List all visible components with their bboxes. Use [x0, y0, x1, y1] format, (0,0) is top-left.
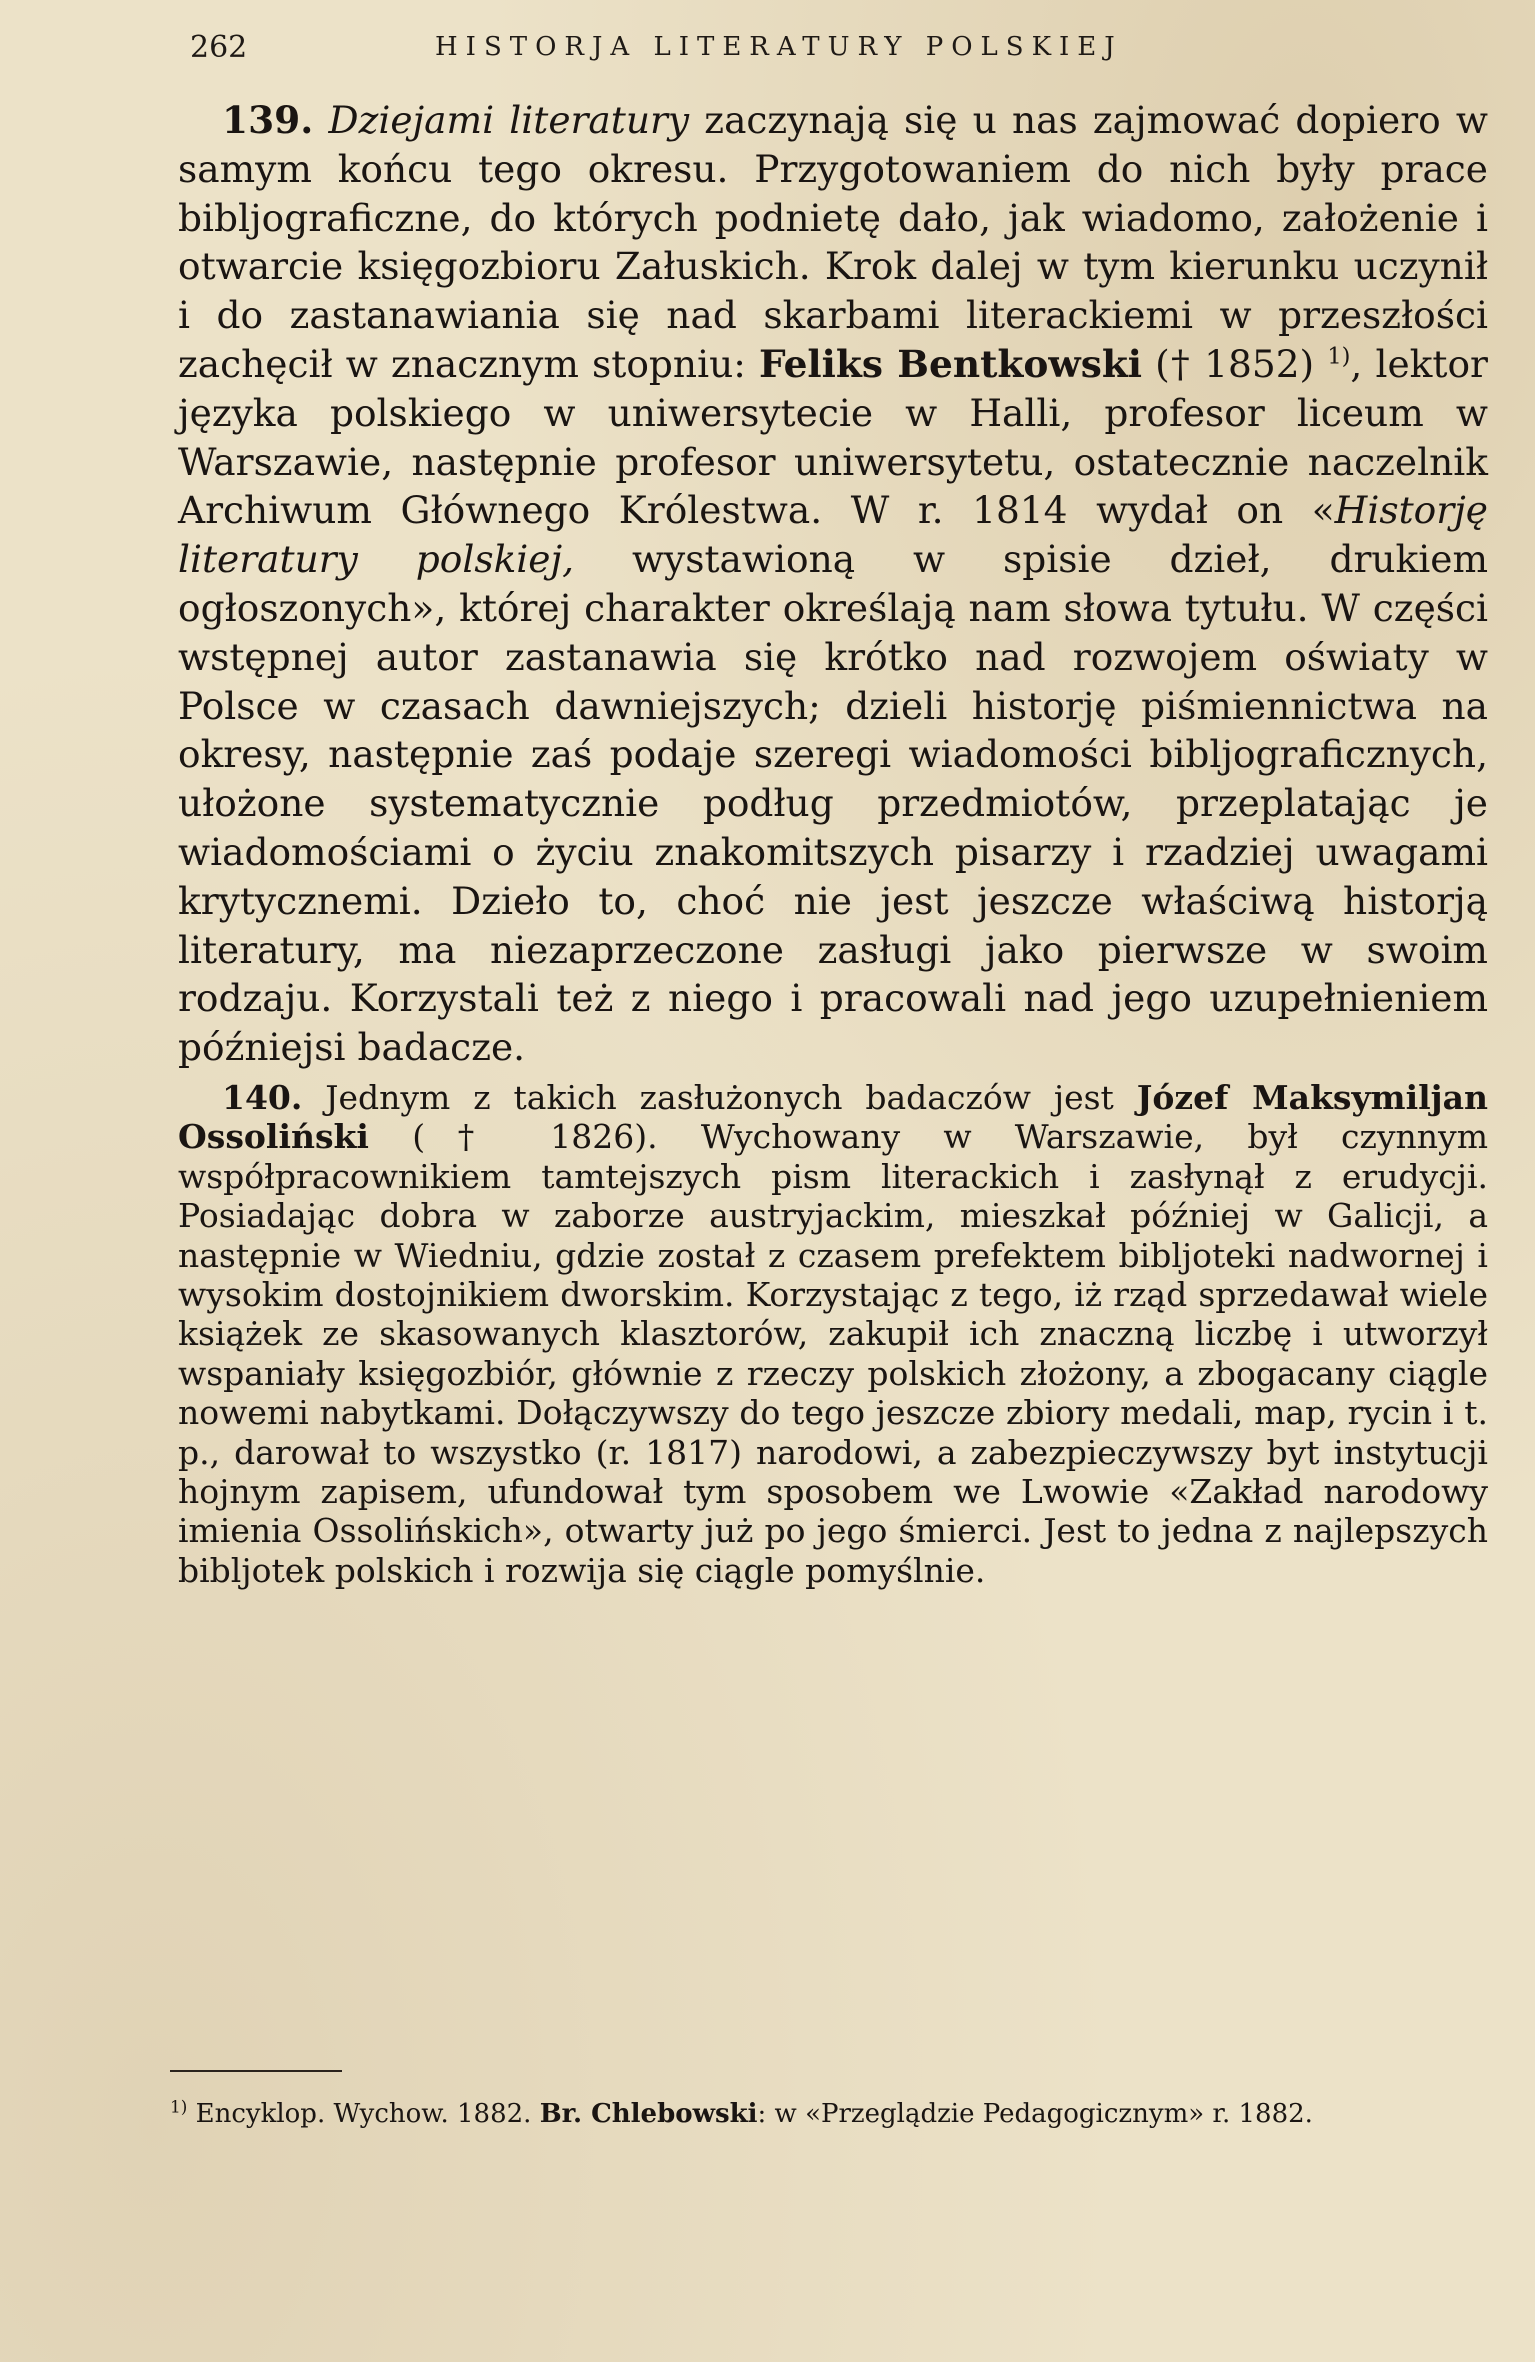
footnote-reference[interactable]: 1) [1327, 343, 1351, 370]
section-number-139: 139. [222, 98, 314, 142]
paragraph-140-text-b: († 1826). Wychowany w Warszawie, był czynnym współpracownikiem tamtejszych pism literackich i zasłynął z erudycji. Posiadając dobra w zaborze austryjackim, mieszkał później w Galicji, a następnie w Wiedniu, gdzie został z czasem prefektem bibljoteki nadwornej i wysokim dostojnikiem dworskim. Korzystając z tego, iż rząd sprzedawał wiele książek ze skasowanych klasztorów, zakupił ich znaczną liczbę i utworzył wspaniały księgozbiór, głównie z rzeczy polskich złożony, a zbogacany ciągle nowemi nabytkami. Dołączywszy do tego jeszcze zbiory medali, map, rycin i t. p., darował to wszystko (r. 1817) narodowi, a zabezpieczywszy byt instytucji hojnym zapisem, ufundował tym sposobem we Lwowie «Zakład narodowy imienia Ossolińskich», otwarty już po jego śmierci. Jest to jedna z najlepszych bibljotek polskich i rozwija się ciągle pomyślnie. [178, 1117, 1488, 1590]
footnote-author: Br. Chlebowski [539, 2099, 758, 2129]
paragraph-139-text-c: , lektor języka polskiego w uniwersytecie w Halli, profesor liceum w Warszawie, następnie profesor uniwersytetu, ostatecznie naczelnik Archiwum Głównego Królestwa. W r. 1814 wydał on « [178, 341, 1488, 533]
paragraph-139 [178, 96, 1488, 1072]
italic-lead-139: Dziejami literatury [328, 98, 690, 142]
paragraph-140 [178, 1078, 1488, 1590]
page-number: 262 [190, 30, 248, 65]
person-name-ossolinski: Józef Maksymiljan Ossoliński [178, 1077, 1488, 1157]
page-header [190, 30, 1490, 80]
paragraph-139-text-a: zaczynają się u nas zajmować dopiero w samym końcu tego okresu. Przygotowaniem do nich były prace bibljograficzne, do których podnietę dało, jak wiadomo, założenie i otwarcie księgozbioru Załuskich. Krok dalej w tym kierunku uczynił i do zastanawiania się nad skarbami literackiemi w przeszłości zachęcił w znacznym stopniu: [178, 98, 1488, 386]
main-text [178, 96, 1488, 1590]
footnote-divider [170, 2070, 342, 2072]
footnote-text-a: Encyklop. Wychow. 1882. [187, 2099, 540, 2129]
paragraph-139-text-d: wystawioną w spisie dzieł, drukiem ogłoszonych», której charakter określają nam słowa tytułu. W części wstępnej autor zastanawia się krótko nad rozwojem oświaty w Polsce w czasach dawniejszych; dzieli historję piśmiennictwa na okresy, następnie zaś podaje szeregi wiadomości bibljograficznych, ułożone systematycznie podług przedmiotów, przeplatając je wiadomościami o życiu znakomitszych pisarzy i rzadziej uwagami krytycznemi. Dzieło to, choć nie jest jeszcze właściwą historją literatury, ma niezaprzeczone zasługi jako pierwsze w swoim rodzaju. Korzystali też z niego i pracowali nad jego uzupełnieniem późniejsi badacze. [178, 537, 1488, 1070]
book-title-italic: Historję literatury polskiej, [178, 488, 1488, 582]
person-name-bentkowski: Feliks Bentkowski [759, 341, 1143, 386]
footnote-text-b: : w «Przeglądzie Pedagogicznym» r. 1882. [757, 2099, 1313, 2129]
section-number-140: 140. [222, 1077, 303, 1117]
footnote [170, 2098, 1490, 2130]
paragraph-140-text-a: Jednym z takich zasłużonych badaczów jest [302, 1077, 1137, 1117]
footnote-mark: 1) [170, 2096, 188, 2117]
paragraph-139-text-b: († 1852) [1142, 341, 1328, 386]
running-title: HISTORJA LITERATURY POLSKIEJ [435, 32, 1123, 62]
